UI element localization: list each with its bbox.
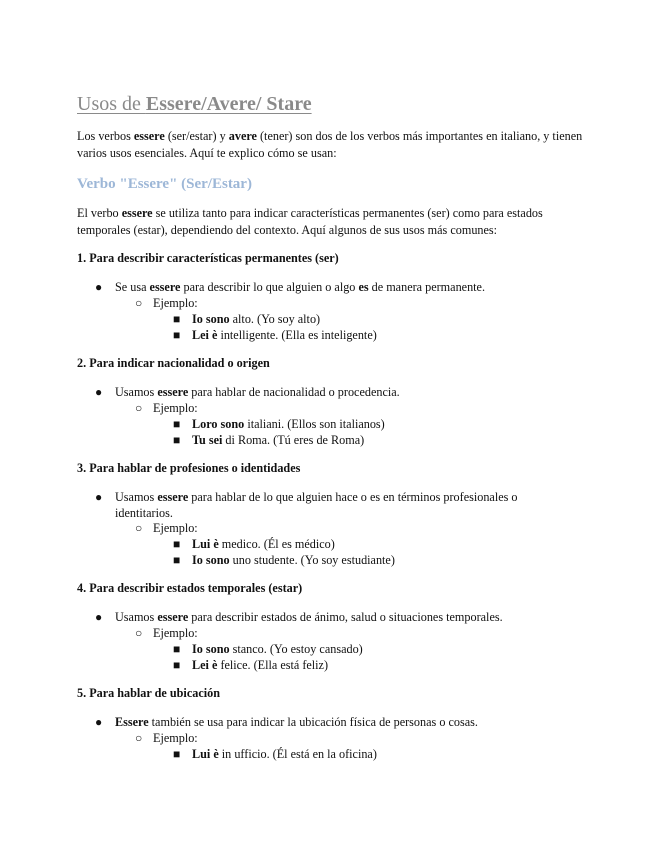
example-label: Ejemplo: <box>153 626 198 640</box>
section-intro-paragraph: El verbo essere se utiliza tanto para indicar características permanentes (ser) como para estados temporales (estar), dependiendo del contexto. Aquí algunos de sus usos más comunes: <box>77 206 543 237</box>
bullet-disc-icon: ● <box>95 280 103 294</box>
example-item: Lei è felice. (Ella está feliz) <box>192 658 329 672</box>
document-title: Usos de Essere/Avere/ Stare <box>77 93 312 115</box>
bullet-disc-icon: ● <box>95 490 103 504</box>
bullet-circle-icon: ○ <box>135 296 143 310</box>
bullet-square-icon: ■ <box>173 328 181 342</box>
example-label: Ejemplo: <box>153 296 198 310</box>
bullet-disc-icon: ● <box>95 715 103 729</box>
use-heading: 4. Para describir estados temporales (estar) <box>77 581 303 595</box>
use-heading: 1. Para describir características permanentes (ser) <box>77 251 339 265</box>
example-label: Ejemplo: <box>153 401 198 415</box>
example-item: Io sono uno studente. (Yo soy estudiante) <box>192 553 395 567</box>
example-item: Loro sono italiani. (Ellos son italianos) <box>192 417 385 431</box>
bullet-square-icon: ■ <box>173 537 181 551</box>
bullet-disc-icon: ● <box>95 610 103 624</box>
bullet-square-icon: ■ <box>173 553 181 567</box>
bullet-circle-icon: ○ <box>135 401 143 415</box>
bullet-square-icon: ■ <box>173 417 181 431</box>
example-item: Lei è intelligente. (Ella es inteligente) <box>192 328 377 342</box>
example-item: Io sono alto. (Yo soy alto) <box>192 312 321 326</box>
use-description: Essere también se usa para indicar la ubicación física de personas o cosas. <box>115 715 478 729</box>
use-description: Se usa essere para describir lo que alguien o algo es de manera permanente. <box>115 280 486 294</box>
bullet-square-icon: ■ <box>173 747 181 761</box>
example-item: Lui è in ufficio. (Él está en la oficina) <box>192 747 377 761</box>
example-item: Io sono stanco. (Yo estoy cansado) <box>192 642 363 656</box>
section-heading: Verbo "Essere" (Ser/Estar) <box>77 176 252 192</box>
example-item: Lui è medico. (Él es médico) <box>192 537 335 551</box>
intro-paragraph: Los verbos essere (ser/estar) y avere (tener) son dos de los verbos más importantes en italiano, y tienen varios usos esenciales. Aquí te explico cómo se usan: <box>77 129 583 160</box>
example-label: Ejemplo: <box>153 521 198 535</box>
use-heading: 5. Para hablar de ubicación <box>77 686 220 700</box>
bullet-circle-icon: ○ <box>135 731 143 745</box>
use-description: Usamos essere para hablar de nacionalidad o procedencia. <box>115 385 400 399</box>
use-heading: 2. Para indicar nacionalidad o origen <box>77 356 270 370</box>
bullet-circle-icon: ○ <box>135 521 143 535</box>
bullet-square-icon: ■ <box>173 642 181 656</box>
example-label: Ejemplo: <box>153 731 198 745</box>
bullet-circle-icon: ○ <box>135 626 143 640</box>
use-description: Usamos essere para describir estados de ánimo, salud o situaciones temporales. <box>115 610 503 624</box>
bullet-square-icon: ■ <box>173 658 181 672</box>
bullet-square-icon: ■ <box>173 312 181 326</box>
use-description: Usamos essere para hablar de lo que alguien hace o es en términos profesionales o identitarios. <box>115 490 518 520</box>
use-heading: 3. Para hablar de profesiones o identidades <box>77 461 301 475</box>
bullet-disc-icon: ● <box>95 385 103 399</box>
example-item: Tu sei di Roma. (Tú eres de Roma) <box>192 433 365 447</box>
bullet-square-icon: ■ <box>173 433 181 447</box>
